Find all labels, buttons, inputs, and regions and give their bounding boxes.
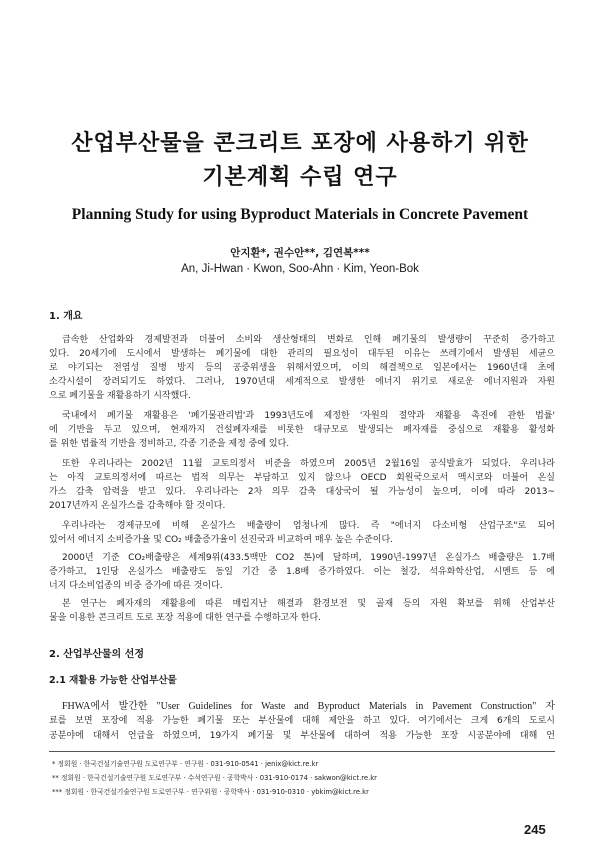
paragraph-line: 우리나라는 경제규모에 비해 온실가스 배출량이 엄청나게 많다. 즉 "에너지 다소비형 산업구조"로 되어 [62,521,555,531]
footnote-divider [49,751,555,752]
paragraph-line: 너지 다소비업종의 비중 증가에 따른 것이다. [49,581,223,591]
title-line-1: 산업부산물을 콘크리트 포장에 사용하기 위한 [71,131,529,156]
paragraph-line: 공분야에 대해서 언급을 하였으며, 19가지 폐기물 및 부산물에 대하여 적용 가능한 포장 시공분야에 대해 언 [49,731,555,741]
paragraph-line: FHWA에서 발간한 "User Guidelines for Waste and Byproduct Materials in Pavement Construction" 자 [62,701,555,712]
paragraph-line: 는 아직 교토의정서에 따르는 법적 의무는 부담하고 있지 않으나 OECD 회원국으로서 멕시코와 더불어 온실 [49,473,555,483]
paragraph-line: 있어서 에너지 소비증가율 및 CO₂ 배출증가율이 선진국과 비교하여 매우 높은 수준이다. [49,535,394,545]
subsection-2-1-heading: 2.1 재활용 가능한 산업부산물 [49,675,177,686]
footnote-author-1: * 정회원 · 한국건설기술연구원 도로연구부 · 연구원 · 031-910-0541 · jenix@kict.re.kr [52,760,319,768]
paragraph-line: 급속한 산업화와 경제발전과 더불어 소비와 생산형태의 변화로 인해 폐기물의 발생량이 꾸준히 증가하고 [62,335,555,345]
paragraph-line: 에 기반을 두고 있으며, 현재까지 건설폐자재를 비롯한 대규모로 발생되는 폐자재를 중심으로 재활용 활성화 [49,425,555,435]
authors-english: An, Ji-Hwan · Kwon, Soo-Ahn · Kim, Yeon-Bok [181,263,419,275]
paragraph-line: 본 연구는 폐자재의 재활용에 따른 매립지난 해결과 환경보전 및 골재 등의 자원 확보를 위해 산업부산 [62,599,555,609]
paragraph-line: 로 야기되는 전염성 질병 방지 등의 공중위생을 위해서였으며, 이의 해결책으로 일본에서는 1960년대 초에 [49,363,555,373]
title-line-2: 기본계획 수립 연구 [202,165,398,190]
paragraph-line: 소각시설이 장려되기도 하였다. 그러나, 1970년대 세계적으로 발생한 에너지 위기로 새로운 에너지원과 자원 [49,377,555,387]
paragraph-line: 국내에서 폐기물 재활용은 '폐기물관리법'과 1993년도에 제정한 '자원의 절약과 재활용 촉진에 관한 법률' [62,411,555,421]
paragraph-line: 2017년까지 온실가스를 감축해야 할 것이다. [49,501,226,511]
paragraph-line: 으로 폐기물을 재활용하기 시작했다. [49,391,191,401]
paragraph-line: 2000년 기준 CO₂배출량은 세계9위(433.5백만 CO2 톤)에 달하며, 1990년-1997년 온실가스 배출량은 1.7배 [62,553,555,563]
authors-korean: 안지환*, 권수안**, 김연복*** [230,247,370,259]
footnote-author-2: ** 정회원 · 한국건설기술연구원 도로연구부 · 수석연구원 · 공학박사 · 031-910-0174 · sakwon@kict.re.kr [52,774,377,782]
english-title: Planning Study for using Byproduct Materials in Concrete Pavement [71,206,529,223]
section-1-heading: 1. 개요 [49,311,83,322]
paragraph-line: 증가하고, 1인당 온실가스 배출량도 동일 기간 중 1.8배 증가하였다. 이는 철강, 석유화학산업, 시멘트 등 에 [49,567,555,577]
section-2-heading: 2. 산업부산물의 선정 [49,649,144,660]
footnote-author-3: *** 정회원 · 한국건설기술연구원 도로연구부 · 연구위원 · 공학박사 · 031-910-0310 · ybkim@kict.re.kr [52,788,369,796]
paragraph-line: 있다. 20세기에 도시에서 발생하는 폐기물에 대한 관리의 필요성이 대두된 이유는 쓰레기에서 발생된 세균으 [49,349,555,359]
paragraph-line: 가스 감축 압력을 받고 있다. 우리나라는 2차 의무 감축 대상국이 될 가능성이 높으며, 이에 따라 2013~ [49,487,555,497]
page-number: 245 [524,822,546,837]
paragraph-line: 물을 이용한 콘크리트 도로 포장 적용에 대한 연구를 수행하고자 한다. [49,613,322,623]
paragraph-line: 를 위한 법률적 기반을 정비하고, 각종 기준을 제정 중에 있다. [49,439,290,449]
paragraph-line: 또한 우리나라는 2002년 11월 교토의정서 비준을 하였으며 2005년 2월16일 공식발효가 되었다. 우리나라 [62,459,555,469]
paragraph-line: 료를 보면 포장에 적용 가능한 폐기물 또는 부산물에 대해 제안을 하고 있다. 여기에서는 크게 6개의 도로시 [49,716,555,726]
